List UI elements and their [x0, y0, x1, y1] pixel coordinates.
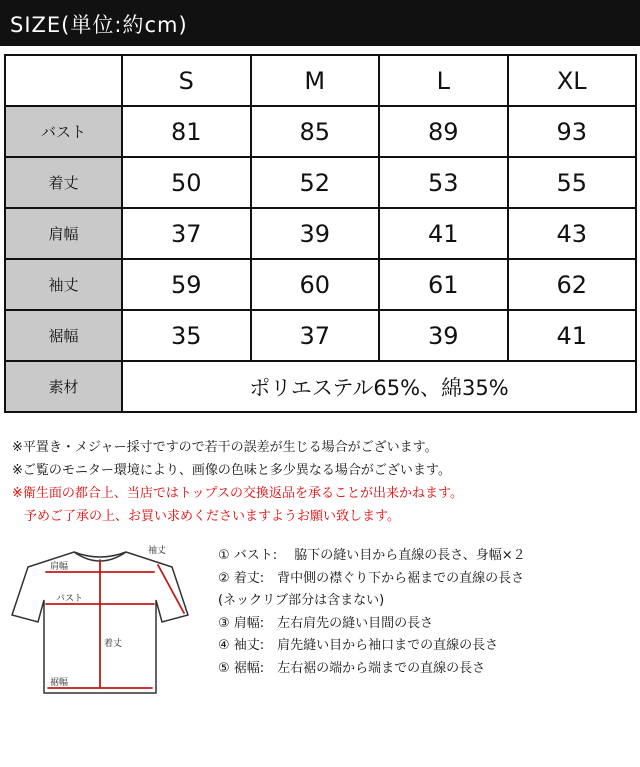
- size-col-m: M: [251, 55, 380, 106]
- diagram-label-hem: 裾幅: [50, 678, 69, 688]
- table-cell: 37: [251, 310, 380, 361]
- material-value: ポリエステル65%、綿35%: [122, 361, 636, 412]
- size-title: SIZE(単位:約cm): [10, 13, 188, 37]
- table-cell: 41: [379, 208, 508, 259]
- size-col-s: S: [122, 55, 251, 106]
- size-col-l: L: [379, 55, 508, 106]
- diagram-label-shoulder: 肩幅: [50, 562, 69, 572]
- row-label-material: 素材: [5, 361, 122, 412]
- size-col-xl: XL: [508, 55, 637, 106]
- table-cell: 61: [379, 259, 508, 310]
- notes: [12, 436, 632, 528]
- table-cell: 89: [379, 106, 508, 157]
- legend-item-sleeve: ④ 袖丈: 肩先縫い目から袖口までの直線の長さ: [218, 638, 499, 653]
- diagram-label-length: 着丈: [104, 639, 123, 649]
- table-cell: 85: [251, 106, 380, 157]
- table-cell: 59: [122, 259, 251, 310]
- measurement-legend: [218, 545, 526, 680]
- table-row-bust: [5, 106, 636, 157]
- size-header-bar: [0, 0, 640, 46]
- table-row-shoulder: [5, 208, 636, 259]
- table-row-length: [5, 157, 636, 208]
- table-cell: 62: [508, 259, 637, 310]
- row-label-bust: バスト: [5, 106, 122, 157]
- table-cell: 43: [508, 208, 637, 259]
- table-row-material: [5, 361, 636, 412]
- diagram-label-sleeve: 袖丈: [148, 546, 167, 556]
- row-label-hem: 裾幅: [5, 310, 122, 361]
- legend-item-bust: ① バスト: 脇下の縫い目から直線の長さ、身幅×２: [218, 548, 526, 563]
- corner-cell: [5, 55, 122, 106]
- legend-item-length: ② 着丈: 背中側の襟ぐり下から裾までの直線の長さ: [218, 570, 525, 586]
- note-monitor: ※ご覧のモニター環境により、画像の色味と多少異なる場合がございます。: [12, 463, 451, 478]
- row-label-sleeve: 袖丈: [5, 259, 122, 310]
- table-cell: 39: [379, 310, 508, 361]
- table-cell: 55: [508, 157, 637, 208]
- note-measurement: ※平置き・メジャー採寸ですので若干の誤差が生じる場合がございます。: [12, 440, 438, 455]
- table-cell: 41: [508, 310, 637, 361]
- table-row-sleeve: [5, 259, 636, 310]
- tshirt-measurement-diagram: [10, 540, 200, 700]
- table-cell: 50: [122, 157, 251, 208]
- legend-item-length-note: (ネックリブ部分は含まない): [218, 593, 385, 608]
- legend-item-shoulder: ③ 肩幅: 左右肩先の縫い目間の長さ: [218, 615, 434, 631]
- table-cell: 60: [251, 259, 380, 310]
- row-label-shoulder: 肩幅: [5, 208, 122, 259]
- size-table: [4, 54, 637, 413]
- row-label-length: 着丈: [5, 157, 122, 208]
- note-acknowledge: 予めご了承の上、お買い求めくださいますようお願い致します。: [24, 509, 400, 524]
- note-no-returns: ※衛生面の都合上、当店ではトップスの交換返品を承ることが出来かねます。: [12, 486, 463, 501]
- size-header-row: [5, 55, 636, 106]
- table-cell: 53: [379, 157, 508, 208]
- table-cell: 93: [508, 106, 637, 157]
- legend-item-hem: ⑤ 裾幅: 左右裾の端から端までの直線の長さ: [218, 660, 486, 676]
- table-row-hem: [5, 310, 636, 361]
- table-cell: 39: [251, 208, 380, 259]
- table-cell: 37: [122, 208, 251, 259]
- table-cell: 35: [122, 310, 251, 361]
- table-cell: 81: [122, 106, 251, 157]
- table-cell: 52: [251, 157, 380, 208]
- diagram-label-bust: バスト: [56, 594, 84, 604]
